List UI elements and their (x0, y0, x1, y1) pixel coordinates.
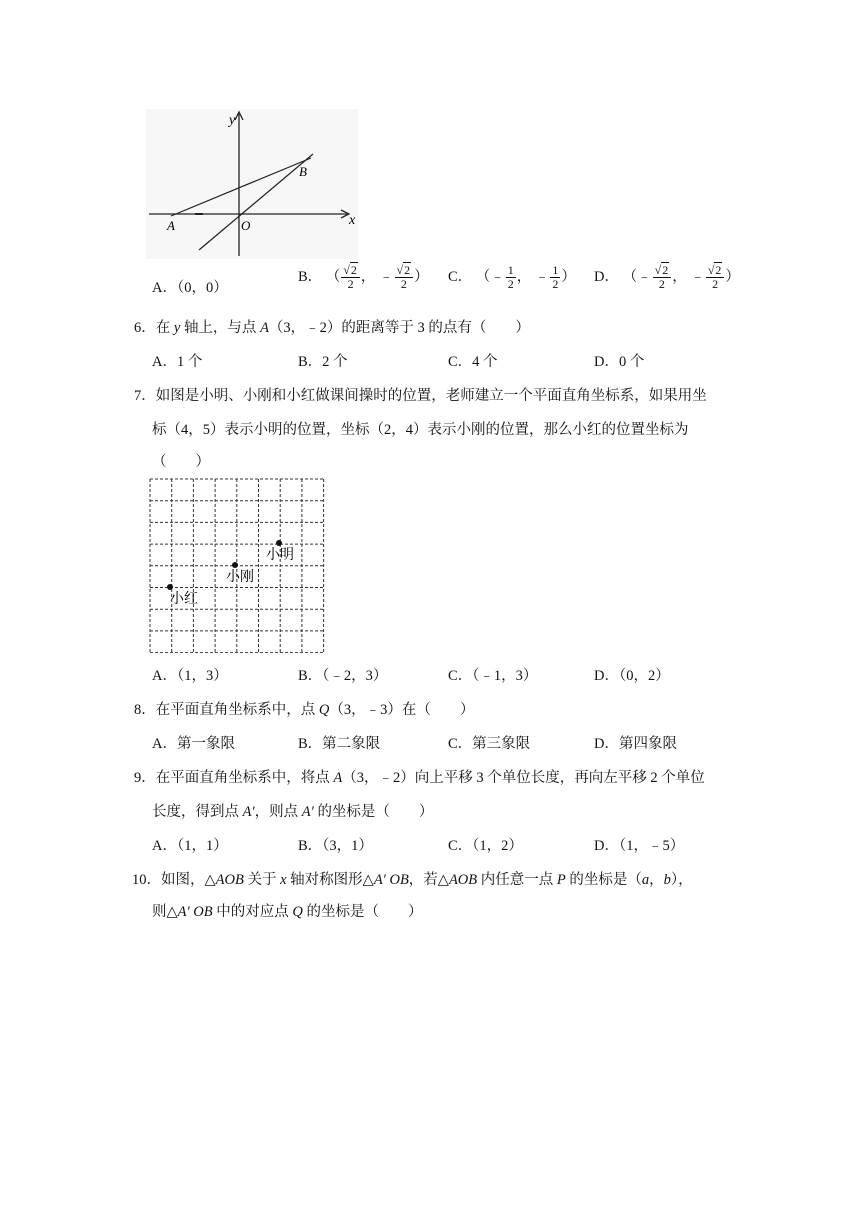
label-x: x (349, 213, 356, 228)
q6-option-b[interactable]: B．2 个 (298, 354, 348, 370)
q8-option-b[interactable]: B．第二象限 (298, 736, 381, 752)
point-xiaoming (276, 540, 282, 546)
q5-option-c[interactable]: C． （﹣ $\frac{1}{2}$ ， ﹣ $\frac{1}{2}$ ） (448, 263, 576, 291)
q5-option-d[interactable]: D． （﹣ $\frac{√2}{2}$ ， ﹣ $\frac{√2}{2}$ ） (594, 263, 740, 291)
q10-stem-line2: 则△A′ OB 中的对应点 Q 的坐标是（ ） (152, 904, 423, 920)
q9-option-a[interactable]: A．（1，1） (152, 838, 228, 854)
q7-stem-line2: 标（4，5）表示小明的位置，坐标（2，4）表示小刚的位置，那么小红的位置坐标为 (152, 422, 689, 438)
q7-grid-figure (148, 477, 326, 653)
q6-option-c[interactable]: C．4 个 (448, 354, 498, 370)
q8-option-d[interactable]: D．第四象限 (594, 736, 677, 752)
q7-option-c[interactable]: C．（﹣1，3） (448, 668, 538, 684)
q9-option-c[interactable]: C．（1，2） (448, 838, 523, 854)
q9-stem-line1: 9．在平面直角坐标系中，将点 A（3，﹣2）向上平移 3 个单位长度，再向左平移 2 个单位 (134, 770, 705, 786)
q6-stem: 6．在 y 轴上，与点 A（3，﹣2）的距离等于 3 的点有（ ） (134, 320, 530, 336)
q9-stem-line2: 长度，得到点 A′，则点 A′ 的坐标是（ ） (152, 804, 434, 820)
q5-option-b[interactable]: B． （ $\frac{√2}{2}$ ， ﹣ $\frac{√2}{2}$ ） (298, 263, 429, 291)
label-xiaohong: 小红 (170, 592, 198, 607)
label-xiaogang: 小刚 (226, 570, 254, 585)
label-y: y (229, 113, 236, 128)
point-xiaohong (167, 584, 173, 590)
q8-option-a[interactable]: A．第一象限 (152, 736, 235, 752)
q6-option-a[interactable]: A．1 个 (152, 354, 203, 370)
label-A: A (167, 218, 175, 233)
q10-stem-line1: 10．如图，△AOB 关于 x 轴对称图形△A′ OB，若△AOB 内任意一点 P 的坐标是（a，b）， (132, 872, 693, 888)
q7-option-d[interactable]: D．（0，2） (594, 668, 670, 684)
q9-option-d[interactable]: D．（1，﹣5） (594, 838, 685, 854)
label-xiaoming: 小明 (266, 548, 294, 563)
q5-figure (145, 108, 360, 260)
q7-stem-line3: （ ） (152, 454, 210, 470)
q9-option-b[interactable]: B．（3，1） (298, 838, 373, 854)
q7-stem-line1: 7．如图是小明、小刚和小红做课间操时的位置，老师建立一个平面直角坐标系，如果用坐 (134, 388, 707, 404)
label-B: B (299, 164, 307, 179)
label-O: O (241, 218, 251, 233)
q8-stem: 8．在平面直角坐标系中，点 Q（3，﹣3）在（ ） (134, 702, 475, 718)
point-xiaogang (232, 562, 238, 568)
q8-option-c[interactable]: C．第三象限 (448, 736, 531, 752)
q6-option-d[interactable]: D．0 个 (594, 354, 645, 370)
q7-option-a[interactable]: A．（1，3） (152, 668, 228, 684)
q7-option-b[interactable]: B．（﹣2，3） (298, 668, 388, 684)
q5-option-a[interactable]: A．（0，0） (152, 280, 228, 296)
